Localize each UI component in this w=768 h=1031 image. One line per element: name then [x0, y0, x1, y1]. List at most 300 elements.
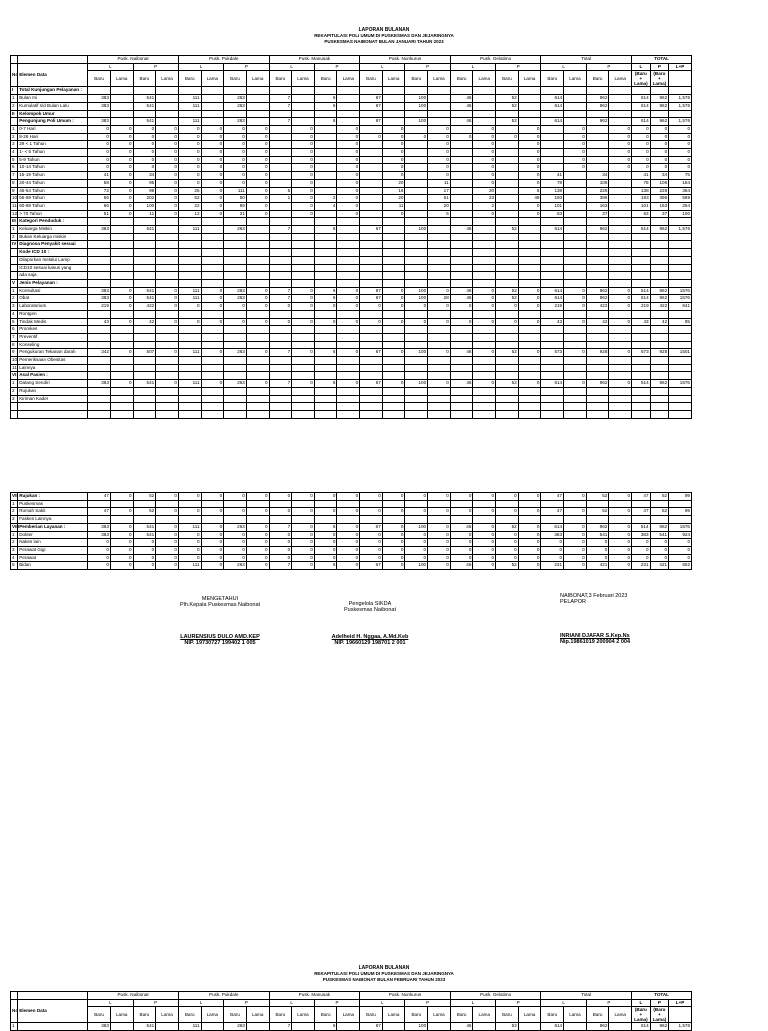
- signature-block-head: [150, 596, 290, 646]
- table-cell: [473, 326, 496, 334]
- table-cell: 0: [156, 164, 179, 172]
- table-cell: 0: [156, 125, 179, 133]
- table-row: [11, 500, 692, 508]
- table-cell: 0: [246, 523, 269, 531]
- table-cell: [337, 372, 360, 380]
- table-cell: [178, 218, 201, 226]
- table-cell: [156, 87, 179, 95]
- table-cell: [88, 516, 111, 524]
- table-cell: 263: [224, 1023, 247, 1031]
- table-cell: [269, 500, 292, 508]
- table-cell: 962: [586, 523, 609, 531]
- table-cell: [337, 500, 360, 508]
- table-cell: 0: [246, 202, 269, 210]
- header-total-l: L: [632, 63, 651, 71]
- table-cell: 0: [428, 380, 451, 388]
- table-cell: 0: [156, 531, 179, 539]
- table-cell: 0: [650, 149, 669, 157]
- table-row: [11, 341, 692, 349]
- table-cell: 0: [292, 133, 315, 141]
- table-cell: [541, 164, 564, 172]
- table-cell: 0: [564, 554, 587, 562]
- table-cell: 138: [632, 187, 651, 195]
- table-cell: 0: [428, 546, 451, 554]
- table-cell: [110, 372, 133, 380]
- table-cell: 0: [337, 318, 360, 326]
- row-label: 5-9 Tahun: [18, 156, 88, 164]
- table-cell: 78: [541, 179, 564, 187]
- table-cell: [292, 95, 315, 103]
- table-cell: 7: [269, 226, 292, 234]
- table-cell: [110, 233, 133, 241]
- row-number: 1: [11, 531, 18, 539]
- header-group: Pusk. Oelatimo: [450, 992, 541, 1000]
- table-cell: 422: [586, 303, 609, 311]
- table-cell: 100: [405, 295, 428, 303]
- table-cell: 202: [133, 195, 156, 203]
- table-cell: [586, 516, 609, 524]
- table-cell: 0: [518, 554, 541, 562]
- table-row: [11, 110, 692, 118]
- report-table-january-continued: [10, 492, 692, 570]
- table-cell: 0: [201, 546, 224, 554]
- table-cell: 0: [246, 179, 269, 187]
- table-cell: 0: [382, 210, 405, 218]
- table-cell: [669, 500, 692, 508]
- table-cell: [405, 202, 428, 210]
- table-cell: [133, 87, 156, 95]
- table-cell: [178, 372, 201, 380]
- table-cell: [246, 387, 269, 395]
- table-cell: [586, 341, 609, 349]
- table-cell: 0: [88, 125, 111, 133]
- table-cell: [224, 218, 247, 226]
- table-cell: 11: [382, 202, 405, 210]
- table-cell: [586, 333, 609, 341]
- row-label: Keluarga Miskin: [18, 226, 88, 234]
- table-cell: 0: [428, 539, 451, 547]
- row-label: Rumah Sakit: [18, 508, 88, 516]
- table-cell: [518, 395, 541, 403]
- table-cell: [156, 272, 179, 280]
- header-baru: Baru: [133, 71, 156, 87]
- table-cell: 263: [224, 226, 247, 234]
- table-cell: 0: [669, 156, 692, 164]
- table-cell: [518, 102, 541, 110]
- table-cell: [650, 87, 669, 95]
- table-cell: [473, 233, 496, 241]
- table-cell: [224, 241, 247, 249]
- table-cell: [292, 326, 315, 334]
- table-cell: [337, 333, 360, 341]
- table-cell: 0: [88, 156, 111, 164]
- table-cell: [269, 516, 292, 524]
- table-cell: [496, 256, 519, 264]
- table-cell: [541, 410, 564, 418]
- row-number: [11, 264, 18, 272]
- table-cell: 6: [314, 226, 337, 234]
- table-cell: 50: [224, 195, 247, 203]
- table-cell: [518, 341, 541, 349]
- table-cell: 0: [382, 133, 405, 141]
- table-cell: 47: [541, 493, 564, 501]
- table-cell: 0: [382, 531, 405, 539]
- table-cell: [496, 272, 519, 280]
- table-cell: [609, 210, 632, 218]
- table-cell: 614: [632, 523, 651, 531]
- header-element: Elemen Data: [18, 63, 88, 87]
- table-cell: [360, 218, 383, 226]
- row-label: Laboratorium: [18, 303, 88, 311]
- table-cell: 541: [133, 102, 156, 110]
- table-cell: 641: [669, 303, 692, 311]
- table-cell: [450, 125, 473, 133]
- table-cell: [650, 395, 669, 403]
- table-cell: 0: [428, 133, 451, 141]
- table-cell: 37: [586, 210, 609, 218]
- row-number: 2: [11, 508, 18, 516]
- table-cell: 0: [224, 554, 247, 562]
- table-cell: [564, 341, 587, 349]
- table-cell: 0: [201, 156, 224, 164]
- table-cell: 0: [246, 133, 269, 141]
- table-cell: [360, 149, 383, 157]
- table-cell: [586, 164, 609, 172]
- table-cell: [564, 410, 587, 418]
- signature-head-nip: NIP. 19730727 199402 1 005: [184, 640, 256, 646]
- table-cell: [360, 172, 383, 180]
- table-cell: [518, 333, 541, 341]
- table-cell: [405, 218, 428, 226]
- table-cell: [110, 516, 133, 524]
- table-cell: [314, 395, 337, 403]
- row-label: Diagnosa Penyakit sesuai: [18, 241, 88, 249]
- table-cell: [269, 364, 292, 372]
- table-cell: [314, 500, 337, 508]
- table-cell: [609, 372, 632, 380]
- table-cell: [541, 249, 564, 257]
- table-cell: [133, 272, 156, 280]
- table-cell: 541: [133, 226, 156, 234]
- table-row: [11, 187, 692, 195]
- table-cell: 962: [650, 523, 669, 531]
- table-cell: 0: [314, 531, 337, 539]
- signature-sikda-line1: Pengelola SIKDA: [348, 601, 392, 607]
- table-cell: [133, 249, 156, 257]
- header-row-sex: [11, 999, 692, 1007]
- table-cell: [269, 326, 292, 334]
- table-cell: [450, 156, 473, 164]
- table-cell: [586, 357, 609, 365]
- row-number: IV: [11, 241, 18, 249]
- table-cell: 0: [473, 156, 496, 164]
- table-cell: [473, 226, 496, 234]
- table-cell: [632, 310, 651, 318]
- table-cell: 20: [428, 202, 451, 210]
- table-cell: [156, 357, 179, 365]
- table-cell: 0: [178, 531, 201, 539]
- table-cell: 0: [133, 133, 156, 141]
- row-number: 4: [11, 554, 18, 562]
- table-cell: [496, 387, 519, 395]
- table-cell: [314, 333, 337, 341]
- table-cell: [156, 1023, 179, 1031]
- table-cell: [541, 256, 564, 264]
- table-cell: [541, 372, 564, 380]
- table-cell: 0: [473, 493, 496, 501]
- table-cell: 0: [292, 210, 315, 218]
- table-cell: [541, 272, 564, 280]
- header-group: Pusk. Naibonat: [88, 992, 179, 1000]
- table-cell: [246, 395, 269, 403]
- row-label: 10-14 Tahun: [18, 164, 88, 172]
- table-cell: 0: [133, 562, 156, 570]
- table-cell: [178, 387, 201, 395]
- table-cell: 0: [428, 125, 451, 133]
- table-cell: [88, 395, 111, 403]
- table-cell: 0: [337, 349, 360, 357]
- table-cell: 7: [269, 287, 292, 295]
- table-cell: [201, 226, 224, 234]
- row-label: Nakes lain: [18, 539, 88, 547]
- table-cell: [564, 87, 587, 95]
- table-cell: 0: [201, 210, 224, 218]
- table-cell: 111: [178, 562, 201, 570]
- row-number: 1: [11, 380, 18, 388]
- table-cell: [632, 218, 651, 226]
- table-cell: 1: [269, 195, 292, 203]
- table-cell: [110, 264, 133, 272]
- table-cell: 962: [650, 118, 669, 126]
- row-label: Faskes Lainnya: [18, 516, 88, 524]
- table-cell: 0: [292, 546, 315, 554]
- row-number: 3: [11, 303, 18, 311]
- table-cell: [178, 272, 201, 280]
- table-cell: [133, 326, 156, 334]
- table-cell: 0: [337, 508, 360, 516]
- row-number: [11, 410, 18, 418]
- table-cell: 0: [473, 508, 496, 516]
- table-cell: [178, 256, 201, 264]
- table-cell: 23: [473, 195, 496, 203]
- table-cell: [473, 1023, 496, 1031]
- row-number: 2: [11, 233, 18, 241]
- table-cell: 0: [224, 125, 247, 133]
- row-label: 45-54 Tahun: [18, 187, 88, 195]
- row-label: Bidan: [18, 562, 88, 570]
- header-lama: Lama: [428, 71, 451, 87]
- table-cell: [609, 1023, 632, 1031]
- table-cell: [360, 326, 383, 334]
- table-cell: [609, 403, 632, 411]
- header-spacer: [669, 1007, 692, 1023]
- table-cell: 0: [337, 303, 360, 311]
- row-label: Pemberian Layanan :: [18, 523, 88, 531]
- table-cell: [88, 403, 111, 411]
- table-cell: 0: [473, 546, 496, 554]
- row-number: [11, 256, 18, 264]
- table-cell: [133, 387, 156, 395]
- row-label: Kode ICD 10 :: [18, 249, 88, 257]
- table-cell: [609, 226, 632, 234]
- header-lama: Lama: [337, 1007, 360, 1023]
- table-cell: [450, 279, 473, 287]
- table-cell: [650, 500, 669, 508]
- header-baru: Baru: [496, 1007, 519, 1023]
- table-cell: [292, 249, 315, 257]
- table-cell: 0: [650, 141, 669, 149]
- table-cell: [360, 187, 383, 195]
- header-baru: Baru: [450, 71, 473, 87]
- table-cell: [133, 372, 156, 380]
- table-cell: 0: [156, 202, 179, 210]
- table-cell: [201, 395, 224, 403]
- table-cell: 0: [669, 554, 692, 562]
- row-number: 5: [11, 318, 18, 326]
- table-cell: [88, 341, 111, 349]
- table-cell: 0: [609, 149, 632, 157]
- table-cell: 0: [110, 523, 133, 531]
- header-l: L: [88, 63, 133, 71]
- table-cell: 52: [496, 523, 519, 531]
- table-cell: 0: [201, 141, 224, 149]
- table-cell: 0: [518, 172, 541, 180]
- table-cell: 507: [133, 349, 156, 357]
- header-baru-lama: (Baru + Lama): [650, 1007, 669, 1023]
- table-cell: 43: [632, 318, 651, 326]
- table-cell: [518, 233, 541, 241]
- table-cell: 928: [586, 349, 609, 357]
- table-cell: [224, 387, 247, 395]
- table-row: [11, 87, 692, 95]
- table-cell: [518, 387, 541, 395]
- header-baru: Baru: [541, 71, 564, 87]
- table-cell: [450, 256, 473, 264]
- row-label: Tindak Medis: [18, 318, 88, 326]
- table-cell: 962: [650, 380, 669, 388]
- table-cell: 0: [156, 149, 179, 157]
- table-cell: [541, 125, 564, 133]
- table-cell: [133, 233, 156, 241]
- table-cell: 0: [518, 164, 541, 172]
- table-cell: [314, 364, 337, 372]
- table-cell: [473, 102, 496, 110]
- table-cell: 0: [156, 546, 179, 554]
- table-cell: 0: [428, 141, 451, 149]
- table-cell: [110, 364, 133, 372]
- table-cell: 52: [650, 508, 669, 516]
- table-cell: [337, 1023, 360, 1031]
- table-cell: 67: [360, 95, 383, 103]
- table-cell: [496, 341, 519, 349]
- table-cell: [669, 264, 692, 272]
- table-cell: [201, 516, 224, 524]
- row-number: 6: [11, 326, 18, 334]
- table-cell: [428, 102, 451, 110]
- table-cell: [632, 87, 651, 95]
- header-l: L: [269, 999, 314, 1007]
- table-cell: 52: [496, 118, 519, 126]
- table-cell: 614: [541, 118, 564, 126]
- table-cell: [609, 102, 632, 110]
- table-cell: 226: [650, 187, 669, 195]
- table-cell: 0: [178, 156, 201, 164]
- table-cell: 0: [382, 125, 405, 133]
- table-cell: [110, 87, 133, 95]
- table-cell: 0: [360, 531, 383, 539]
- table-cell: [405, 364, 428, 372]
- table-cell: 0: [382, 164, 405, 172]
- table-cell: 7: [269, 118, 292, 126]
- row-label: Dokter: [18, 531, 88, 539]
- table-cell: 0: [473, 295, 496, 303]
- table-cell: [428, 218, 451, 226]
- table-row: [11, 102, 692, 110]
- table-cell: 111: [178, 118, 201, 126]
- table-cell: 0: [292, 164, 315, 172]
- table-cell: 43: [88, 318, 111, 326]
- table-cell: 0: [224, 508, 247, 516]
- table-cell: [518, 279, 541, 287]
- table-cell: 0: [496, 133, 519, 141]
- table-cell: [609, 110, 632, 118]
- table-cell: [292, 87, 315, 95]
- table-cell: 52: [496, 1023, 519, 1031]
- header-baru-lama: (Baru + Lama): [650, 71, 669, 87]
- table-cell: 0: [609, 380, 632, 388]
- table-cell: [609, 179, 632, 187]
- table-cell: 0: [496, 554, 519, 562]
- table-cell: 0: [246, 187, 269, 195]
- table-cell: [314, 249, 337, 257]
- table-cell: [246, 326, 269, 334]
- header-total-lp: L+P: [669, 999, 692, 1007]
- table-cell: [473, 395, 496, 403]
- table-cell: [496, 195, 519, 203]
- header-lama: Lama: [246, 71, 269, 87]
- table-cell: 6: [314, 380, 337, 388]
- table-cell: [586, 249, 609, 257]
- table-cell: 0: [609, 164, 632, 172]
- table-cell: 0: [269, 546, 292, 554]
- table-cell: [586, 500, 609, 508]
- table-cell: 0: [88, 539, 111, 547]
- table-cell: [382, 102, 405, 110]
- table-cell: [360, 516, 383, 524]
- table-cell: 0: [518, 318, 541, 326]
- table-cell: 0: [110, 349, 133, 357]
- table-cell: 614: [632, 287, 651, 295]
- table-cell: [564, 179, 587, 187]
- table-cell: [156, 364, 179, 372]
- table-cell: [382, 310, 405, 318]
- table-row: [11, 179, 692, 187]
- table-cell: 0: [178, 493, 201, 501]
- table-cell: 0: [133, 539, 156, 547]
- table-cell: 63: [632, 210, 651, 218]
- table-cell: [609, 272, 632, 280]
- table-cell: [518, 310, 541, 318]
- table-cell: 0: [224, 303, 247, 311]
- table-cell: 0: [428, 149, 451, 157]
- table-cell: 52: [650, 493, 669, 501]
- table-cell: 0: [473, 141, 496, 149]
- table-cell: 0: [246, 172, 269, 180]
- table-cell: 0: [201, 523, 224, 531]
- report-subtitle: REKAPITULASI POLI UMUM DI PUSKESMAS DAN JEJARINGNYA: [314, 33, 454, 38]
- table-cell: [292, 364, 315, 372]
- table-cell: 0: [609, 493, 632, 501]
